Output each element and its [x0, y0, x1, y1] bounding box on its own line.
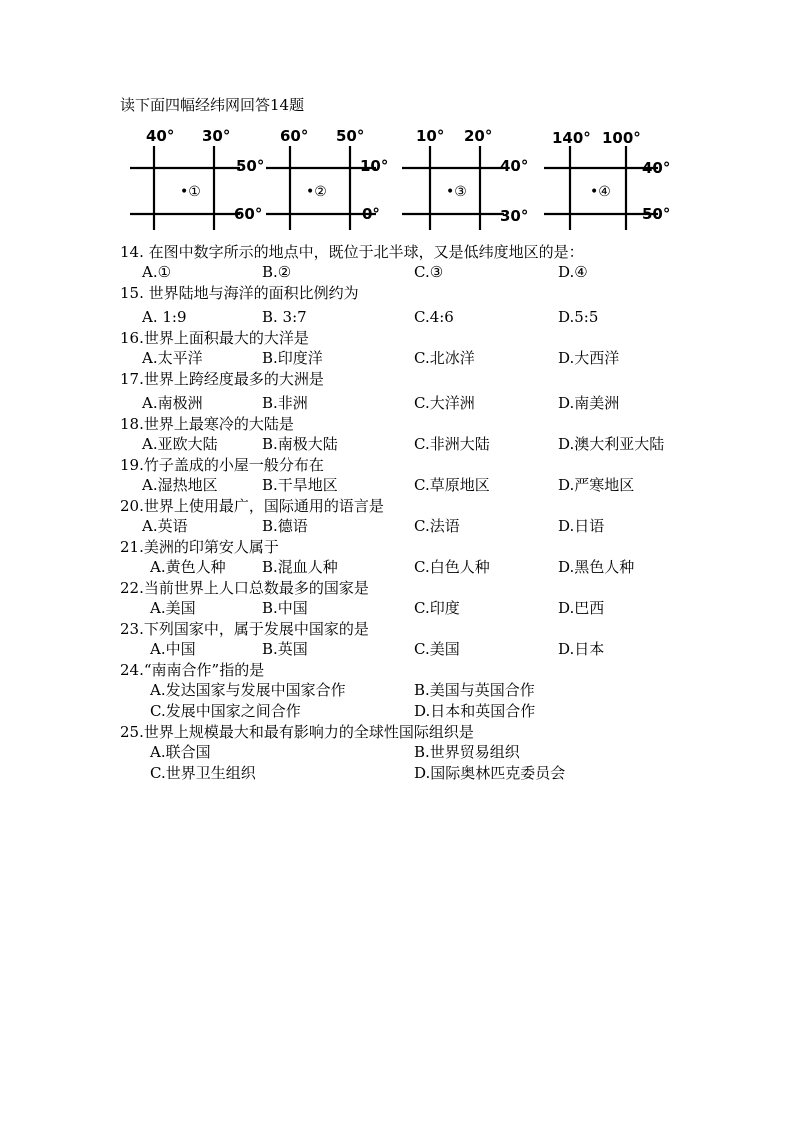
- option-c: C.法语: [414, 517, 460, 535]
- grid-4-right-lower-label: 50°: [642, 205, 671, 223]
- question-stem: 20.世界上使用最广，国际通用的语言是: [120, 497, 384, 515]
- option-row: [120, 639, 720, 660]
- option-d: D.日本和英国合作: [414, 702, 536, 720]
- grid-2-top-left-label: 60°: [280, 127, 309, 145]
- option-a: A.亚欧大陆: [142, 435, 218, 453]
- option-d: D.④: [558, 263, 588, 281]
- option-b: B.南极大陆: [262, 435, 338, 453]
- question-22: [120, 578, 720, 619]
- option-d: D.日本: [558, 640, 605, 658]
- grid-3: [402, 122, 547, 232]
- grid-3-top-left-label: 10°: [416, 127, 445, 145]
- option-d: D.大西洋: [558, 349, 620, 367]
- option-c: C.北冰洋: [414, 349, 475, 367]
- option-c: C.印度: [414, 599, 460, 617]
- option-b: B.德语: [262, 517, 308, 535]
- option-a: A.黄色人种: [150, 558, 226, 576]
- question-stem: 23.下列国家中，属于发展中国家的是: [120, 620, 369, 638]
- option-a: A.太平洋: [142, 349, 203, 367]
- option-b: B.混血人种: [262, 558, 338, 576]
- option-row: [120, 434, 720, 455]
- option-d: D.黑色人种: [558, 558, 635, 576]
- grid-2-point: •②: [306, 184, 327, 200]
- option-row: [120, 598, 720, 619]
- grid-1-right-lower-label: 60°: [234, 205, 263, 223]
- option-row: [120, 475, 720, 496]
- question-17: [120, 369, 720, 414]
- question-stem: 21.美洲的印第安人属于: [120, 538, 279, 556]
- grid-2-right-upper-label: 10°: [360, 157, 389, 175]
- option-row: [120, 307, 720, 328]
- question-15: [120, 283, 720, 328]
- option-c: C.草原地区: [414, 476, 490, 494]
- option-c: C.美国: [414, 640, 460, 658]
- grid-2-top-right-label: 50°: [336, 127, 365, 145]
- option-row: [120, 680, 720, 701]
- question-stem: 15. 世界陆地与海洋的面积比例约为: [120, 284, 359, 302]
- grid-4-right-upper-label: 40°: [642, 159, 671, 177]
- question-20: [120, 496, 720, 537]
- question-16: [120, 328, 720, 369]
- question-stem: 17.世界上跨经度最多的大洲是: [120, 370, 324, 388]
- question-stem: 22.当前世界上人口总数最多的国家是: [120, 579, 369, 597]
- option-b: B.非洲: [262, 394, 308, 412]
- option-a: A.南极洲: [142, 394, 203, 412]
- option-row: [120, 393, 720, 414]
- option-c: C.发展中国家之间合作: [150, 702, 301, 720]
- option-c: C.4:6: [414, 308, 454, 326]
- grid-4-top-right-label: 100°: [602, 129, 641, 147]
- question-stem: 25.世界上规模最大和最有影响力的全球性国际组织是: [120, 723, 474, 741]
- grid-3-right-upper-label: 40°: [500, 157, 529, 175]
- question-21: [120, 537, 720, 578]
- option-d: D.澳大利亚大陆: [558, 435, 665, 453]
- option-b: B. 3:7: [262, 308, 307, 326]
- question-24: [120, 660, 720, 722]
- question-14: [120, 242, 720, 283]
- option-row: [120, 516, 720, 537]
- option-b: B.②: [262, 263, 292, 281]
- option-row: [120, 348, 720, 369]
- option-a: A.英语: [142, 517, 188, 535]
- instruction-text: 读下面四幅经纬网回答14题: [120, 96, 305, 114]
- grid-4: [544, 122, 689, 232]
- option-a: A. 1:9: [142, 308, 187, 326]
- option-a: A.联合国: [150, 743, 211, 761]
- option-a: A.湿热地区: [142, 476, 218, 494]
- grid-4-point: •④: [590, 184, 611, 200]
- option-d: D.巴西: [558, 599, 605, 617]
- option-c: C.白色人种: [414, 558, 490, 576]
- option-row: [120, 701, 720, 722]
- option-b: B.中国: [262, 599, 308, 617]
- option-c: C.大洋洲: [414, 394, 475, 412]
- lat-long-grids: [120, 122, 680, 232]
- grid-1: [130, 122, 275, 232]
- option-c: C.非洲大陆: [414, 435, 490, 453]
- grid-2-right-lower-label: 0°: [362, 205, 380, 223]
- question-list: [120, 242, 720, 784]
- option-row: [120, 742, 720, 763]
- question-stem: 19.竹子盖成的小屋一般分布在: [120, 456, 324, 474]
- option-row: [120, 557, 720, 578]
- grid-1-top-left-label: 40°: [146, 127, 175, 145]
- option-row: [120, 262, 720, 283]
- option-d: D.日语: [558, 517, 605, 535]
- question-23: [120, 619, 720, 660]
- option-b: B.干旱地区: [262, 476, 338, 494]
- grid-1-right-upper-label: 50°: [236, 157, 265, 175]
- option-row: [120, 763, 720, 784]
- question-19: [120, 455, 720, 496]
- option-d: D.5:5: [558, 308, 599, 326]
- grid-1-point: •①: [180, 184, 201, 200]
- option-b: B.印度洋: [262, 349, 323, 367]
- question-18: [120, 414, 720, 455]
- option-a: A.中国: [150, 640, 196, 658]
- option-b: B.英国: [262, 640, 308, 658]
- option-c: C.③: [414, 263, 444, 281]
- question-stem: 18.世界上最寒冷的大陆是: [120, 415, 294, 433]
- grid-3-right-lower-label: 30°: [500, 207, 529, 225]
- option-a: A.①: [142, 263, 172, 281]
- option-c: C.世界卫生组织: [150, 764, 256, 782]
- option-d: D.南美洲: [558, 394, 620, 412]
- grid-4-top-left-label: 140°: [552, 129, 591, 147]
- question-stem: 24.“南南合作”指的是: [120, 661, 265, 679]
- question-25: [120, 722, 720, 784]
- question-stem: 14. 在图中数字所示的地点中，既位于北半球，又是低纬度地区的是：: [120, 243, 584, 261]
- grid-3-point: •③: [446, 184, 467, 200]
- option-b: B.世界贸易组织: [414, 743, 520, 761]
- option-d: D.国际奥林匹克委员会: [414, 764, 566, 782]
- option-a: A.美国: [150, 599, 196, 617]
- option-d: D.严寒地区: [558, 476, 635, 494]
- question-stem: 16.世界上面积最大的大洋是: [120, 329, 309, 347]
- option-a: A.发达国家与发展中国家合作: [150, 681, 346, 699]
- grid-1-top-right-label: 30°: [202, 127, 231, 145]
- grid-2: [266, 122, 411, 232]
- grid-3-top-right-label: 20°: [464, 127, 493, 145]
- option-b: B.美国与英国合作: [414, 681, 535, 699]
